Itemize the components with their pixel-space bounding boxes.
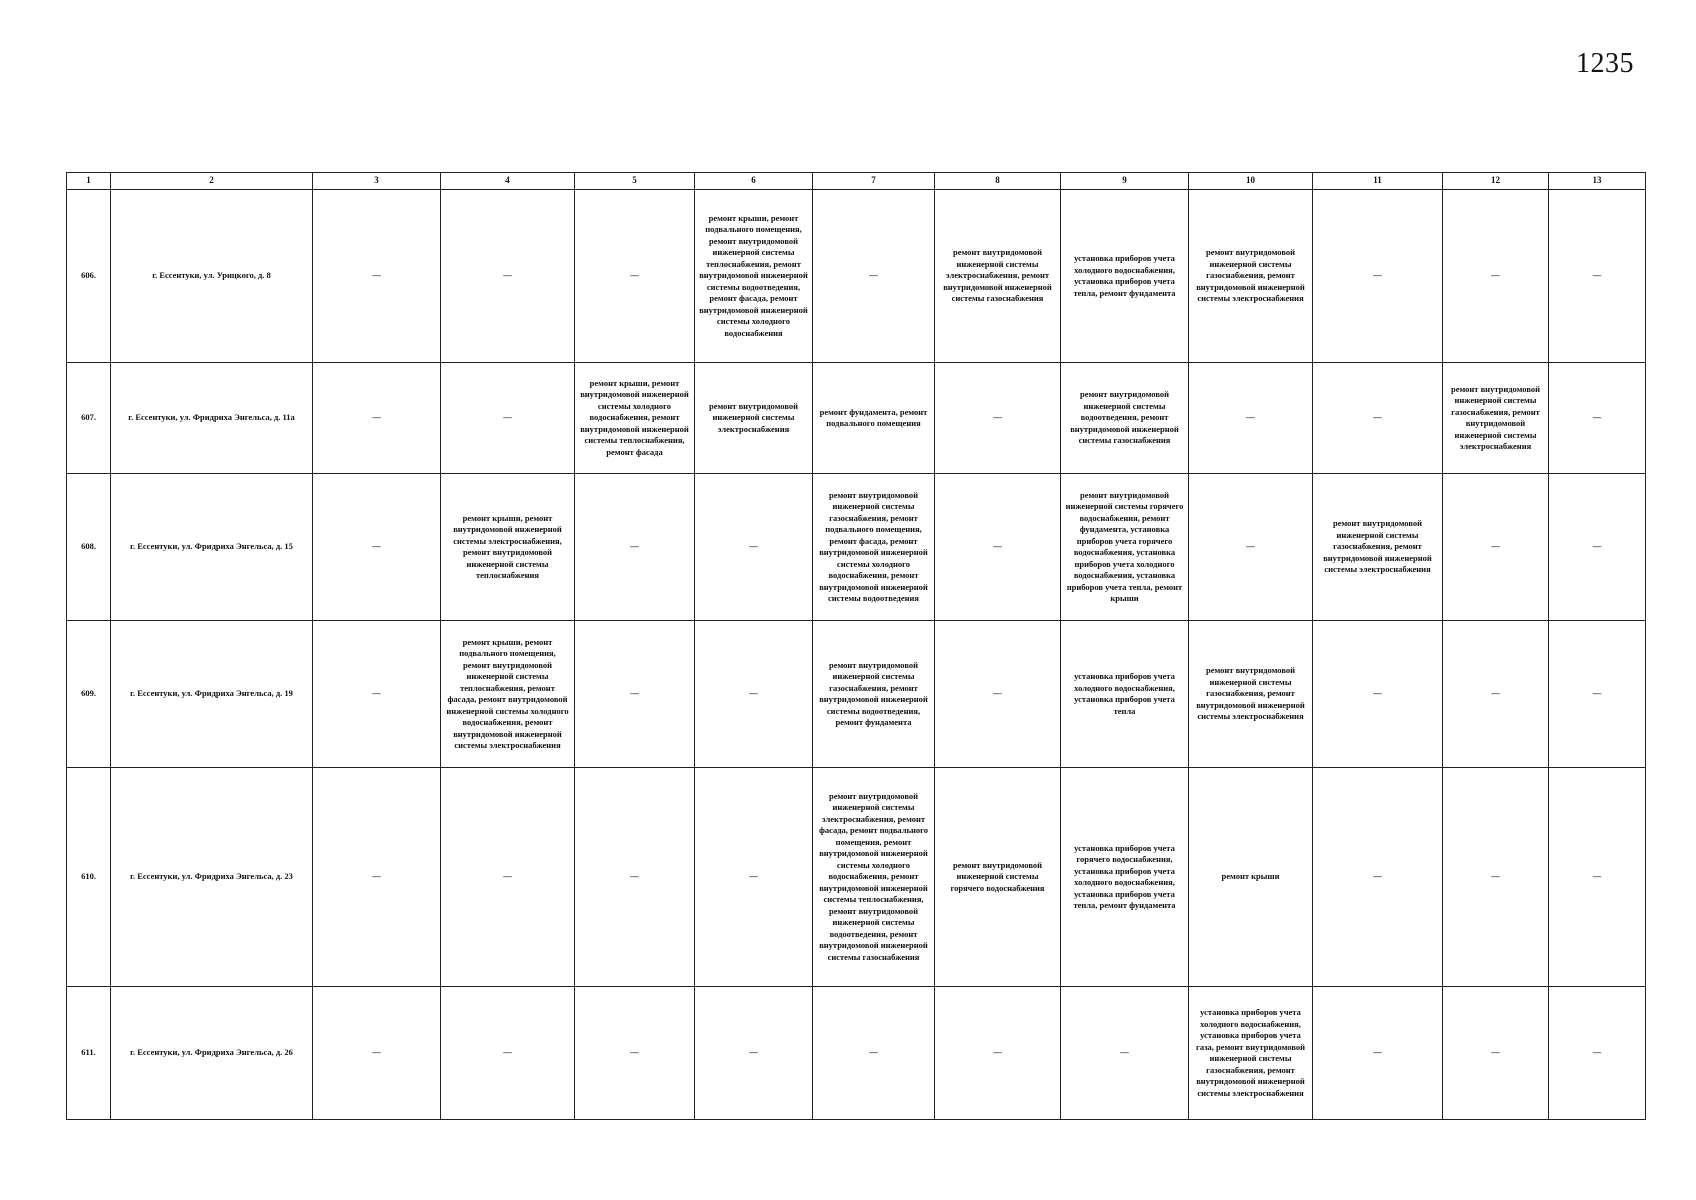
work-cell: установка приборов учета холодного водоснабжения, установка приборов учета тепла, ремонт фундамента <box>1061 190 1189 363</box>
work-cell: ремонт внутридомовой инженерной системы газоснабжения, ремонт внутридомовой инженерной системы электроснабжения <box>1313 474 1443 621</box>
work-cell: ремонт внутридомовой инженерной системы горячего водоснабжения <box>935 768 1061 987</box>
work-cell: — <box>441 363 575 474</box>
table-body <box>67 190 1646 1120</box>
work-cell: ремонт внутридомовой инженерной системы газоснабжения, ремонт внутридомовой инженерной системы электроснабжения <box>1189 621 1313 768</box>
work-cell: ремонт крыши, ремонт подвального помещения, ремонт внутридомовой инженерной системы теплоснабжения, ремонт фасада, ремонт внутридомовой инженерной системы холодного водоснабжения, ремонт внутридомовой инженерной системы электроснабжения <box>441 621 575 768</box>
work-cell: — <box>1443 474 1549 621</box>
work-cell: — <box>935 621 1061 768</box>
work-cell: — <box>935 987 1061 1120</box>
column-header: 7 <box>813 173 935 190</box>
work-cell: — <box>695 987 813 1120</box>
work-cell: — <box>1549 190 1646 363</box>
work-cell: — <box>441 190 575 363</box>
work-cell: — <box>441 768 575 987</box>
address-cell: г. Ессентуки, ул. Фридриха Энгельса, д. 15 <box>111 474 313 621</box>
work-cell: — <box>1549 474 1646 621</box>
work-cell: — <box>313 768 441 987</box>
table-row <box>67 768 1646 987</box>
work-cell: — <box>1313 190 1443 363</box>
work-cell: ремонт внутридомовой инженерной системы электроснабжения, ремонт фасада, ремонт подвального помещения, ремонт внутридомовой инженерной системы холодного водоснабжения, ремонт внутридомовой инженерной системы теплоснабжения, ремонт внутридомовой инженерной системы водоотведения, ремонт внутридомовой инженерной системы газоснабжения <box>813 768 935 987</box>
work-cell: — <box>575 987 695 1120</box>
work-cell: ремонт внутридомовой инженерной системы газоснабжения, ремонт внутридомовой инженерной системы электроснабжения <box>1443 363 1549 474</box>
table-row <box>67 621 1646 768</box>
work-cell: — <box>1443 621 1549 768</box>
work-cell: ремонт крыши, ремонт внутридомовой инженерной системы холодного водоснабжения, ремонт внутридомовой инженерной системы теплоснабжения, ремонт фасада <box>575 363 695 474</box>
work-cell: — <box>1443 768 1549 987</box>
header-row <box>67 173 1646 190</box>
work-cell: — <box>695 621 813 768</box>
work-cell: ремонт внутридомовой инженерной системы водоотведения, ремонт внутридомовой инженерной системы газоснабжения <box>1061 363 1189 474</box>
work-cell: ремонт крыши, ремонт подвального помещения, ремонт внутридомовой инженерной системы теплоснабжения, ремонт внутридомовой инженерной системы водоотведения, ремонт фасада, ремонт внутридомовой инженерной системы холодного водоснабжения <box>695 190 813 363</box>
column-header: 2 <box>111 173 313 190</box>
work-cell: ремонт внутридомовой инженерной системы газоснабжения, ремонт внутридомовой инженерной системы водоотведения, ремонт фундамента <box>813 621 935 768</box>
work-cell: установка приборов учета горячего водоснабжения, установка приборов учета холодного водоснабжения, установка приборов учета тепла, ремонт фундамента <box>1061 768 1189 987</box>
address-cell: г. Ессентуки, ул. Фридриха Энгельса, д. 19 <box>111 621 313 768</box>
work-cell: — <box>1313 987 1443 1120</box>
page-number: 1235 <box>1576 48 1634 79</box>
work-cell: — <box>1189 474 1313 621</box>
address-cell: г. Ессентуки, ул. Урицкого, д. 8 <box>111 190 313 363</box>
work-cell: ремонт внутридомовой инженерной системы газоснабжения, ремонт подвального помещения, ремонт фасада, ремонт внутридомовой инженерной системы холодного водоснабжения, ремонт внутридомовой инженерной системы водоотведения <box>813 474 935 621</box>
work-cell: — <box>695 768 813 987</box>
work-cell: — <box>813 987 935 1120</box>
work-cell: — <box>813 190 935 363</box>
address-cell: г. Ессентуки, ул. Фридриха Энгельса, д. 11а <box>111 363 313 474</box>
column-header: 9 <box>1061 173 1189 190</box>
works-table <box>66 172 1646 1120</box>
column-header: 13 <box>1549 173 1646 190</box>
table-row <box>67 363 1646 474</box>
column-header: 10 <box>1189 173 1313 190</box>
column-header: 5 <box>575 173 695 190</box>
column-header: 1 <box>67 173 111 190</box>
work-cell: установка приборов учета холодного водоснабжения, установка приборов учета тепла <box>1061 621 1189 768</box>
column-header: 12 <box>1443 173 1549 190</box>
table-row <box>67 474 1646 621</box>
column-header: 4 <box>441 173 575 190</box>
work-cell: ремонт крыши <box>1189 768 1313 987</box>
work-cell: — <box>313 621 441 768</box>
work-cell: — <box>935 474 1061 621</box>
work-cell: ремонт внутридомовой инженерной системы электроснабжения, ремонт внутридомовой инженерной системы газоснабжения <box>935 190 1061 363</box>
work-cell: — <box>935 363 1061 474</box>
work-cell: — <box>313 363 441 474</box>
work-cell: ремонт фундамента, ремонт подвального помещения <box>813 363 935 474</box>
work-cell: — <box>1313 363 1443 474</box>
work-cell: — <box>1443 190 1549 363</box>
work-cell: ремонт внутридомовой инженерной системы горячего водоснабжения, ремонт фундамента, установка приборов учета горячего водоснабжения, установка приборов учета холодного водоснабжения, установка приборов учета тепла, ремонт крыши <box>1061 474 1189 621</box>
work-cell: — <box>575 621 695 768</box>
work-cell: — <box>575 474 695 621</box>
work-cell: — <box>441 987 575 1120</box>
row-number: 609. <box>67 621 111 768</box>
work-cell: — <box>1443 987 1549 1120</box>
work-cell: ремонт внутридомовой инженерной системы электроснабжения <box>695 363 813 474</box>
address-cell: г. Ессентуки, ул. Фридриха Энгельса, д. 26 <box>111 987 313 1120</box>
row-number: 611. <box>67 987 111 1120</box>
row-number: 608. <box>67 474 111 621</box>
work-cell: — <box>695 474 813 621</box>
row-number: 606. <box>67 190 111 363</box>
column-header: 11 <box>1313 173 1443 190</box>
address-cell: г. Ессентуки, ул. Фридриха Энгельса, д. 23 <box>111 768 313 987</box>
column-header: 6 <box>695 173 813 190</box>
work-cell: — <box>575 190 695 363</box>
work-cell: — <box>1549 987 1646 1120</box>
work-cell: — <box>1549 768 1646 987</box>
work-cell: установка приборов учета холодного водоснабжения, установка приборов учета газа, ремонт внутридомовой инженерной системы газоснабжения, ремонт внутридомовой инженерной системы электроснабжения <box>1189 987 1313 1120</box>
work-cell: — <box>1313 768 1443 987</box>
work-cell: ремонт внутридомовой инженерной системы газоснабжения, ремонт внутридомовой инженерной системы электроснабжения <box>1189 190 1313 363</box>
work-cell: — <box>1313 621 1443 768</box>
work-cell: ремонт крыши, ремонт внутридомовой инженерной системы электроснабжения, ремонт внутридомовой инженерной системы теплоснабжения <box>441 474 575 621</box>
column-header: 8 <box>935 173 1061 190</box>
table-row <box>67 190 1646 363</box>
work-cell: — <box>313 190 441 363</box>
work-cell: — <box>575 768 695 987</box>
work-cell: — <box>313 987 441 1120</box>
table-row <box>67 987 1646 1120</box>
work-cell: — <box>1061 987 1189 1120</box>
work-cell: — <box>1189 363 1313 474</box>
work-cell: — <box>313 474 441 621</box>
work-cell: — <box>1549 363 1646 474</box>
column-header: 3 <box>313 173 441 190</box>
work-cell: — <box>1549 621 1646 768</box>
table-header <box>67 173 1646 190</box>
row-number: 610. <box>67 768 111 987</box>
row-number: 607. <box>67 363 111 474</box>
